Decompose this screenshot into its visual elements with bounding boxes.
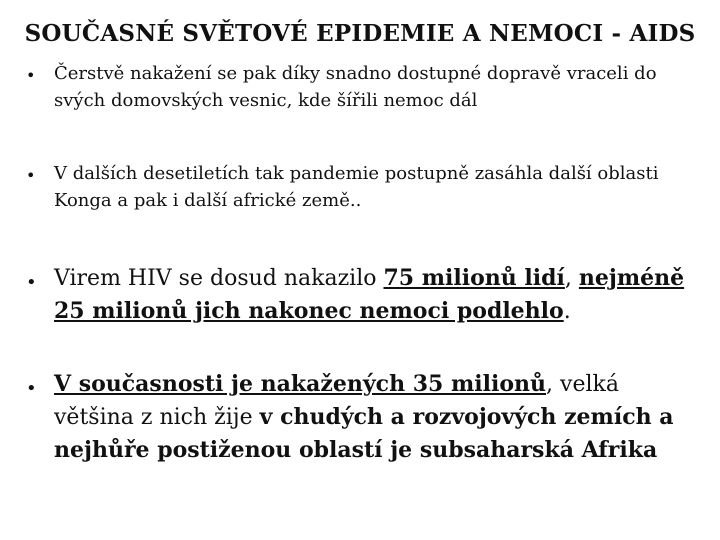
highlight-25-million-died: nejméně 25 milionů jich nakonec nemoci podlehlo xyxy=(54,265,685,324)
highlight-75-million: 75 milionů lidí xyxy=(383,265,565,291)
bullet-item-hiv-infected xyxy=(26,262,696,328)
bullet-text-mid: , velká většina z nich žije xyxy=(54,372,619,430)
bullet-text-post: . xyxy=(563,299,571,324)
slide-title: SOUČASNÉ SVĚTOVÉ EPIDEMIE A NEMOCI - AIDS xyxy=(24,20,696,47)
bullet-text: V dalších desetiletích tak pandemie postupně zasáhla další oblasti Konga a pak i další africké země.. xyxy=(54,163,659,211)
bullet-item-currently-infected xyxy=(26,368,696,467)
bullet-text-mid: , xyxy=(564,266,579,291)
bullet-item-pandemic-decades xyxy=(26,160,696,214)
highlight-35-million-current: V současnosti je nakažených 35 milionů xyxy=(54,371,547,397)
bullet-item-spread-villages xyxy=(26,60,696,114)
bullet-text-pre: Virem HIV se dosud nakazilo xyxy=(54,266,384,291)
bullet-dot-icon: • xyxy=(26,166,36,185)
bullet-text: Čerstvě nakažení se pak díky snadno dostupné dopravě vraceli do svých domovských vesnic, kde šířili nemoc dál xyxy=(54,63,657,111)
bullet-dot-icon: • xyxy=(26,272,37,293)
highlight-poor-countries: v chudých a rozvojových zemích a nejhůře postiženou oblastí je subsaharská Afrika xyxy=(54,404,674,463)
bullet-dot-icon: • xyxy=(26,66,36,85)
bullet-dot-icon: • xyxy=(26,378,37,399)
